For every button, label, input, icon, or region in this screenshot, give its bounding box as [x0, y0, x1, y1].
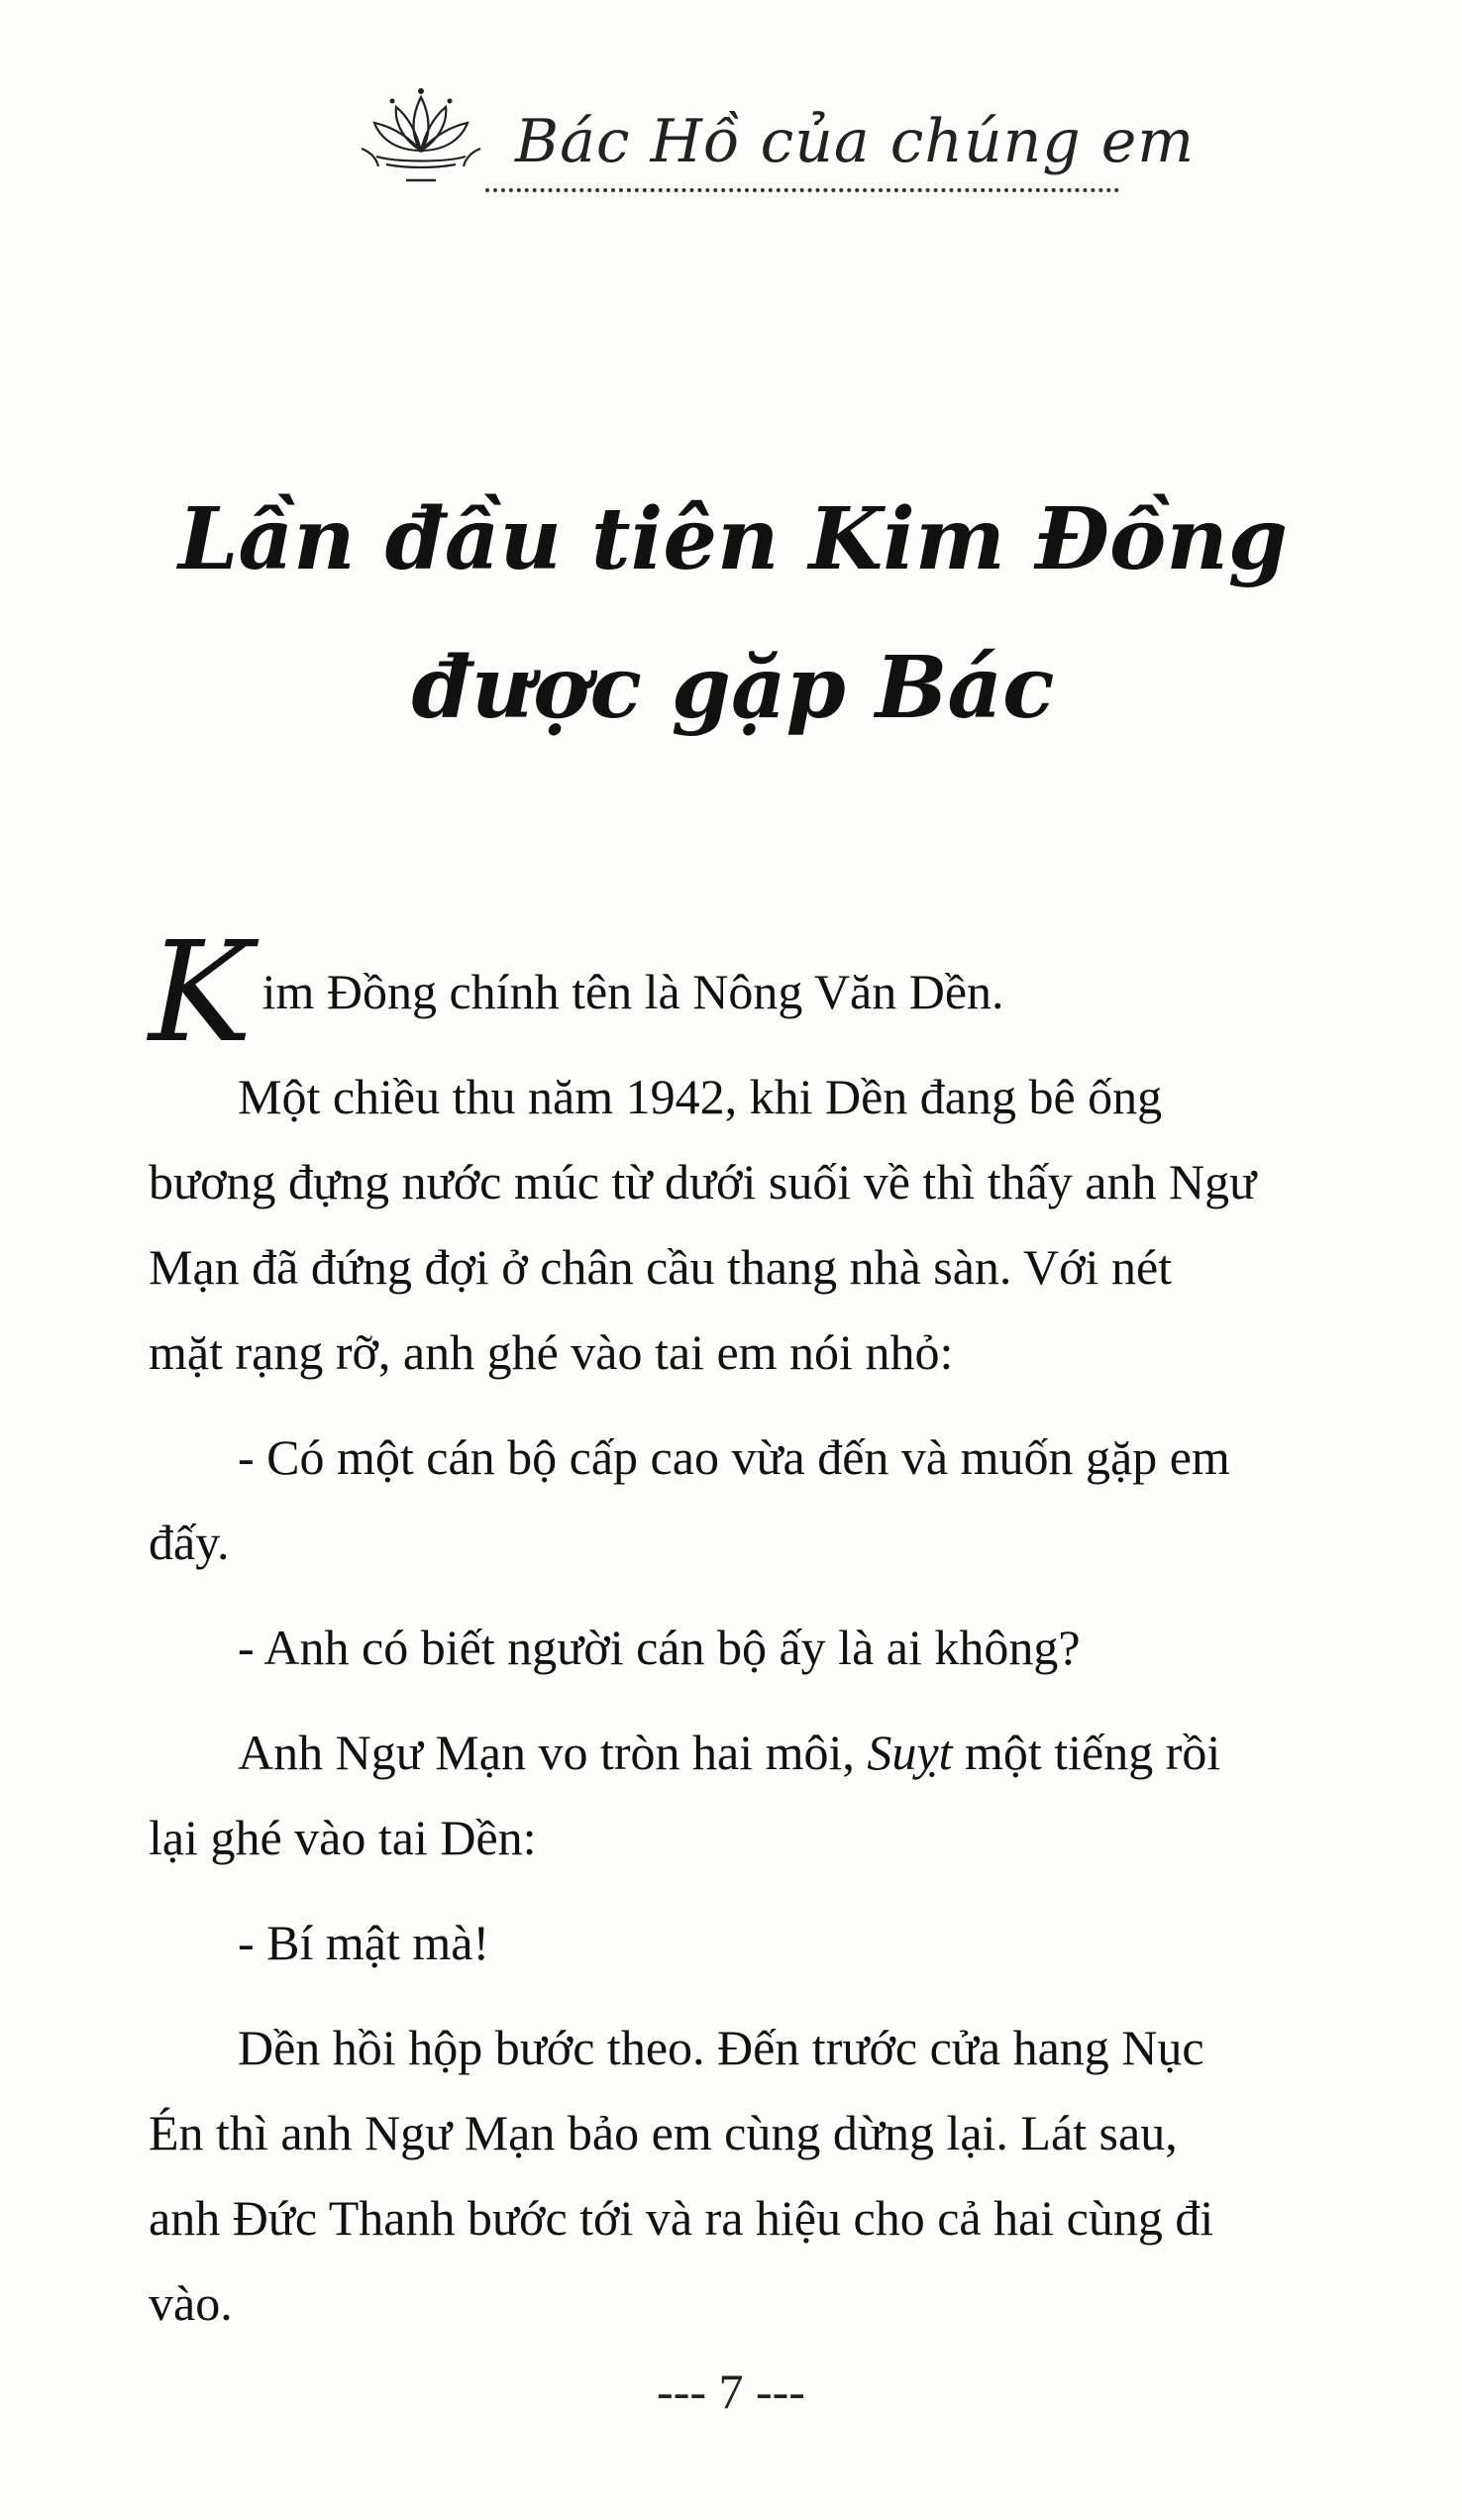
- paragraph-4: - Anh có biết người cán bộ ấy là ai không?: [238, 1620, 1081, 1675]
- paragraph-5-italic: Suỵt: [867, 1725, 953, 1780]
- drop-cap: K: [149, 912, 253, 1074]
- paragraph-5: [149, 1710, 1258, 1880]
- paragraph-6: - Bí mật mà!: [238, 1915, 490, 1970]
- header-dotted-rule: [485, 188, 1119, 192]
- paragraph-3: - Có một cán bộ cấp cao vừa đến và muốn gặp em đấy.: [149, 1429, 1230, 1570]
- paragraph-5-text-b: một tiếng rồi lại ghé vào tai Dền:: [149, 1725, 1221, 1865]
- chapter-title: [149, 466, 1317, 763]
- paragraph-5-text-a: Anh Ngư Mạn vo tròn hai môi,: [238, 1725, 868, 1780]
- body-text: [149, 912, 1258, 2365]
- paragraph-2: Một chiều thu năm 1942, khi Dền đang bê ống bương đựng nước múc từ dưới suối về thì thấy anh Ngư Mạn đã đứng đợi ở chân cầu thang nhà sàn. Với nét mặt rạng rỡ, anh ghé vào tai em nói nhỏ:: [149, 1069, 1257, 1380]
- chapter-title-line-2: được gặp Bác: [411, 638, 1055, 738]
- lotus-icon: [357, 79, 485, 188]
- page-number: --- 7 ---: [657, 2363, 805, 2419]
- paragraph-7: Dền hồi hộp bước theo. Đến trước cửa hang Nục Én thì anh Ngư Mạn bảo em cùng dừng lại. Lát sau, anh Đức Thanh bước tới và ra hiệu cho cả hai cùng đi vào.: [149, 2020, 1214, 2331]
- paragraph-1-text: im Đồng chính tên là Nông Văn Dền.: [261, 964, 1004, 1019]
- running-header: [357, 79, 1196, 208]
- paragraph-1: [149, 912, 1258, 1074]
- chapter-title-line-1: Lần đầu tiên Kim Đồng: [177, 489, 1289, 589]
- running-header-title: Bác Hồ của chúng em: [515, 107, 1196, 176]
